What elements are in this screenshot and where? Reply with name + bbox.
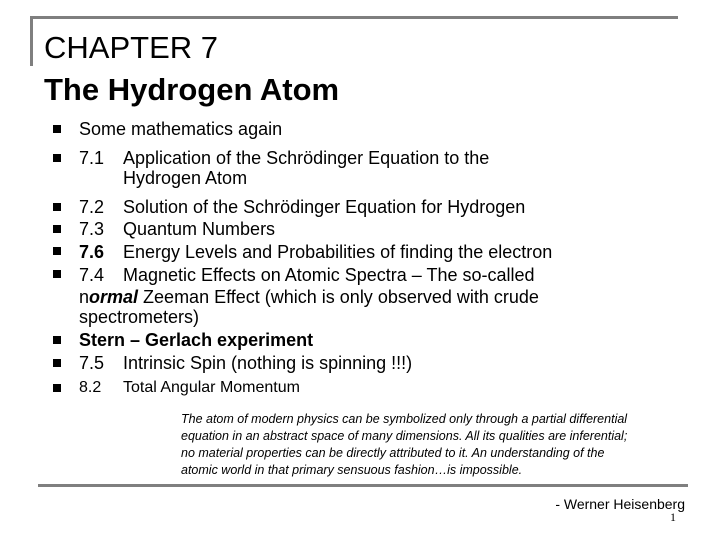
bullet-marker	[53, 359, 61, 367]
chapter-heading: CHAPTER 7	[44, 30, 218, 65]
bullet-marker	[53, 336, 61, 344]
quote-author: - Werner Heisenberg	[555, 496, 685, 512]
slide-divider	[38, 484, 688, 487]
quote-line: equation in an abstract space of many dimensions. All its qualities are inferential;	[181, 429, 628, 443]
slide-frame-top	[30, 16, 678, 19]
list-item-continuation: normal Zeeman Effect (which is only observed with crude	[79, 287, 539, 307]
bullet-marker	[53, 270, 61, 278]
bullet-marker	[53, 384, 61, 392]
list-item: 7.6 Energy Levels and Probabilities of finding the electron	[79, 242, 553, 262]
list-item: 7.4 Magnetic Effects on Atomic Spectra – The so-called	[79, 265, 535, 285]
quote-line: atomic world in that primary sensuous fashion…is impossible.	[181, 463, 523, 477]
list-item-continuation: Hydrogen Atom	[123, 168, 248, 188]
list-item: 8.2 Total Angular Momentum	[79, 379, 300, 396]
slide-frame-left	[30, 16, 33, 66]
list-item: Some mathematics again	[79, 119, 283, 139]
list-item: 7.1 Application of the Schrödinger Equation to the	[79, 148, 490, 168]
quote-line: The atom of modern physics can be symbolized only through a partial differential	[181, 412, 628, 426]
list-item: 7.2 Solution of the Schrödinger Equation for Hydrogen	[79, 197, 526, 217]
bullet-marker	[53, 125, 61, 133]
bullet-marker	[53, 154, 61, 162]
heisenberg-quote	[181, 411, 701, 479]
bullet-marker	[53, 247, 61, 255]
bullet-marker	[53, 203, 61, 211]
list-item-continuation: spectrometers)	[79, 307, 200, 327]
quote-line: no material properties can be directly attributed to it. An understanding of the	[181, 446, 605, 460]
chapter-title: The Hydrogen Atom	[44, 72, 340, 107]
page-number: 1	[670, 510, 676, 524]
list-item: 7.3 Quantum Numbers	[79, 219, 276, 239]
list-item: Stern – Gerlach experiment	[79, 330, 314, 350]
bullet-marker	[53, 225, 61, 233]
list-item: 7.5 Intrinsic Spin (nothing is spinning !!!)	[79, 353, 413, 373]
